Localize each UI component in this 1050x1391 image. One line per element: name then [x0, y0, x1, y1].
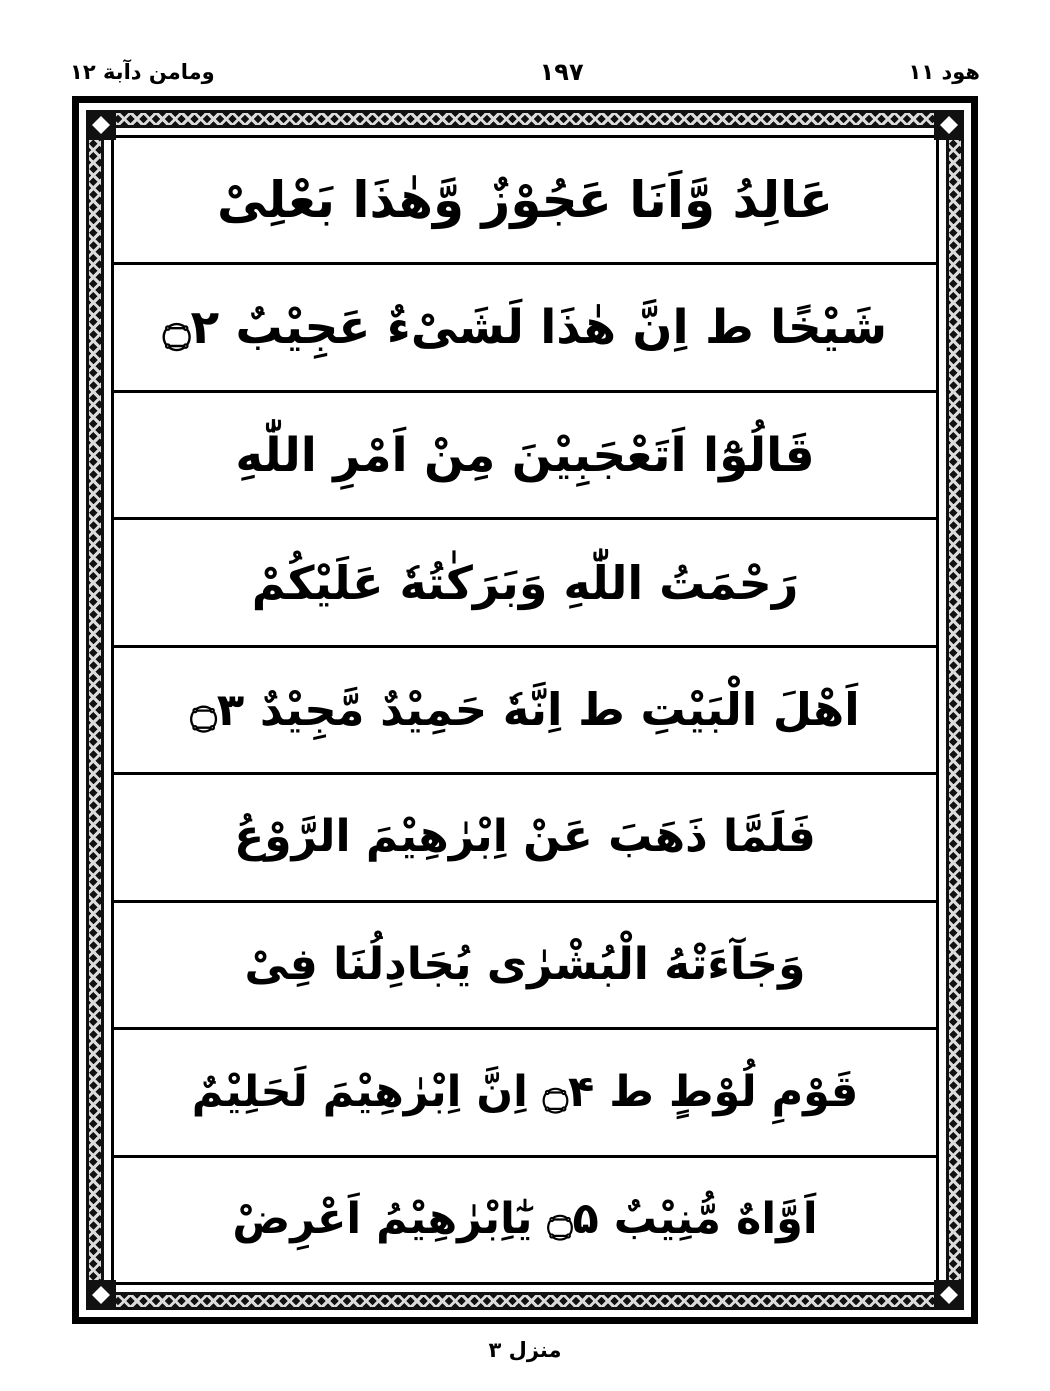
quran-line-text: اَوَّاهٌ مُّنِيْبٌ ۝۵ يٰٓاِبْرٰهِيْمُ اَعْرِضْ: [232, 1194, 818, 1245]
quran-line: [114, 903, 936, 1030]
border-ornament-right: [946, 110, 964, 1310]
quran-line: [114, 265, 936, 392]
corner-ornament-bottom-left: [86, 1280, 116, 1310]
border-ornament-top: [86, 110, 964, 128]
corner-ornament-bottom-right: [934, 1280, 964, 1310]
quran-text-block: [111, 135, 939, 1285]
quran-line: [114, 775, 936, 902]
quran-line-text: وَجَآءَتْهُ الْبُشْرٰى يُجَادِلُنَا فِىْ: [244, 938, 806, 990]
quran-line-text: اَهْلَ الْبَيْتِ ط اِنَّهٗ حَمِيْدٌ مَّجِيْدٌ ۝۳: [190, 683, 860, 737]
quran-line-text: شَيْخًا ط اِنَّ هٰذَا لَشَىْءٌ عَجِيْبٌ ۝۲: [162, 300, 888, 356]
header-surah-label: هود ۱۱: [908, 60, 980, 84]
quran-line-text: فَلَمَّا ذَهَبَ عَنْ اِبْرٰهِيْمَ الرَّوْعُ: [234, 811, 816, 863]
corner-ornament-top-right: [934, 110, 964, 140]
quran-line: [114, 1158, 936, 1282]
quran-line: [114, 138, 936, 265]
quran-line-text: عَالِدُ وَّاَنَا عَجُوْزٌ وَّهٰذَا بَعْلِىْ: [216, 171, 834, 230]
header-juz-label: ومامن دآبة ۱۲: [70, 60, 215, 84]
page-border-frame: [72, 96, 978, 1324]
quran-line-text: رَحْمَتُ اللّٰهِ وَبَرَكٰتُهٗ عَلَيْكُمْ: [251, 555, 799, 610]
quran-line-text: قَوْمِ لُوْطٍ ط ۝۴ اِنَّ اِبْرٰهِيْمَ لَحَلِيْمٌ: [191, 1066, 859, 1117]
manzil-label: منزل ۳: [488, 1338, 562, 1362]
border-ornament-bottom: [86, 1292, 964, 1310]
quran-line: [114, 393, 936, 520]
page-number: ۱۹۷: [539, 58, 584, 86]
corner-ornament-top-left: [86, 110, 116, 140]
page-footer: [0, 1338, 1050, 1362]
page-header: [70, 52, 980, 92]
quran-line: [114, 648, 936, 775]
border-ornament-left: [86, 110, 104, 1310]
quran-line: [114, 520, 936, 647]
quran-line-text: قَالُوْٓا اَتَعْجَبِيْنَ مِنْ اَمْرِ اللّٰهِ: [235, 427, 815, 483]
quran-line: [114, 1030, 936, 1157]
